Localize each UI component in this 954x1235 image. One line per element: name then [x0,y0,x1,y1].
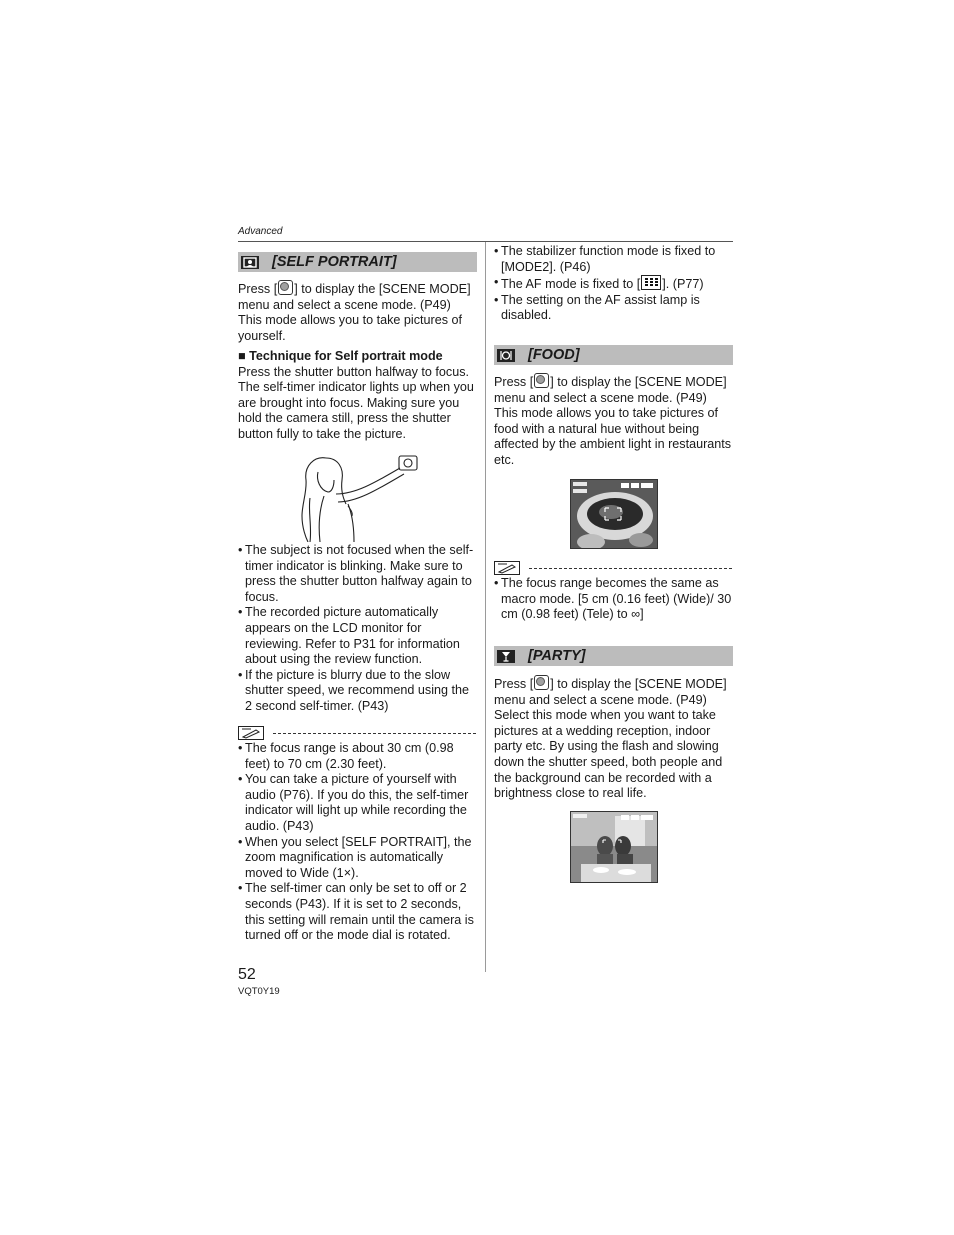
document-code: VQT0Y19 [238,986,280,997]
section-label: Advanced [238,226,283,237]
food-intro [494,373,734,469]
memo-dashes [529,568,732,569]
intro-text-start: Press [ [494,677,534,691]
intro-description: This mode allows you to take pictures of food with a natural hue without being affected by the ambient light in restaurants etc. [494,406,732,467]
technique-body: Press the shutter button halfway to focus. The self-timer indicator lights up when you are brought into focus. Making sure you hold the camera still, press the shutter button fully to take the picture. [238,364,474,441]
self-portrait-bullets [238,543,478,715]
right-top-bullets [494,244,734,324]
list-item: • The recorded picture automatically appears on the LCD monitor for reviewing. Refer to P31 for information about using the review function. [238,605,478,667]
self-portrait-heading-text: [SELF PORTRAIT] [272,254,397,270]
list-item: • You can take a picture of yourself with audio (P76). If you do this, the self-timer indicator will light up while recording the audio. (P43) [238,772,478,834]
list-item: • The focus range is about 30 cm (0.98 feet) to 70 cm (2.30 feet). [238,741,478,772]
list-item: • The focus range becomes the same as macro mode. [5 cm (0.16 feet) (Wide)/ 30 cm (0.98 feet) (Tele) to ∞] [494,576,734,623]
page-number: 52 [238,966,256,983]
list-item: • The stabilizer function mode is fixed to [MODE2]. (P46) [494,244,734,275]
self-portrait-heading [238,252,477,272]
list-item: • If the picture is blurry due to the slow shutter speed, we recommend using the 2 second self-timer. (P43) [238,668,478,715]
af-text-start: The AF mode is fixed to [ [501,277,641,292]
memo-note-icon [238,726,264,740]
intro-text-end: ] to display the [SCENE MODE] menu and select a scene mode. (P49) [494,375,727,405]
list-item: • When you select [SELF PORTRAIT], the zoom magnification is automatically moved to Wide (1×). [238,835,478,882]
intro-description: Select this mode when you want to take pictures at a wedding reception, indoor party etc. By using the flash and slowing down the shutter speed, both people and the background can be recorded with a brightness close to real life. [494,708,723,801]
intro-text-start: Press [ [238,282,278,296]
9-area-af-icon [641,275,661,290]
intro-text-end: ] to display the [SCENE MODE] menu and select a scene mode. (P49) [494,677,727,707]
food-notes [494,576,734,623]
party-icon [497,650,515,663]
column-divider [485,242,486,972]
list-item: • The self-timer can only be set to off or 2 seconds (P43). If it is set to 2 seconds, this setting will remain until the camera is turned off or the mode dial is rotated. [238,881,478,943]
af-text-end: ]. (P77) [662,277,704,292]
intro-text-start: Press [ [494,375,534,389]
memo-dashes [273,733,476,734]
self-portrait-icon [241,256,259,269]
menu-set-button-icon [534,373,549,388]
list-item: • The setting on the AF assist lamp is disabled. [494,293,734,324]
technique-block [238,349,478,443]
list-item [494,275,734,293]
food-memo [494,561,732,575]
list-item: • The subject is not focused when the self-timer indicator is blinking. Make sure to press the shutter button halfway again to focus. [238,543,478,605]
food-heading-text: [FOOD] [528,347,580,363]
food-sample-photo [570,479,658,549]
menu-set-button-icon [278,280,293,295]
menu-set-button-icon [534,675,549,690]
self-portrait-intro [238,280,478,344]
food-heading [494,345,733,365]
party-intro [494,675,734,802]
intro-description: This mode allows you to take pictures of yourself. [238,313,462,343]
party-heading [494,646,733,666]
party-heading-text: [PARTY] [528,648,586,664]
technique-title: ■ Technique for Self portrait mode [238,349,443,363]
food-icon [497,349,515,362]
self-portrait-notes [238,741,478,944]
memo-note-icon [494,561,520,575]
intro-text-end: ] to display the [SCENE MODE] menu and select a scene mode. (P49) [238,282,471,312]
party-sample-photo [570,811,658,883]
self-portrait-memo [238,726,476,740]
self-portrait-illustration [296,450,424,542]
